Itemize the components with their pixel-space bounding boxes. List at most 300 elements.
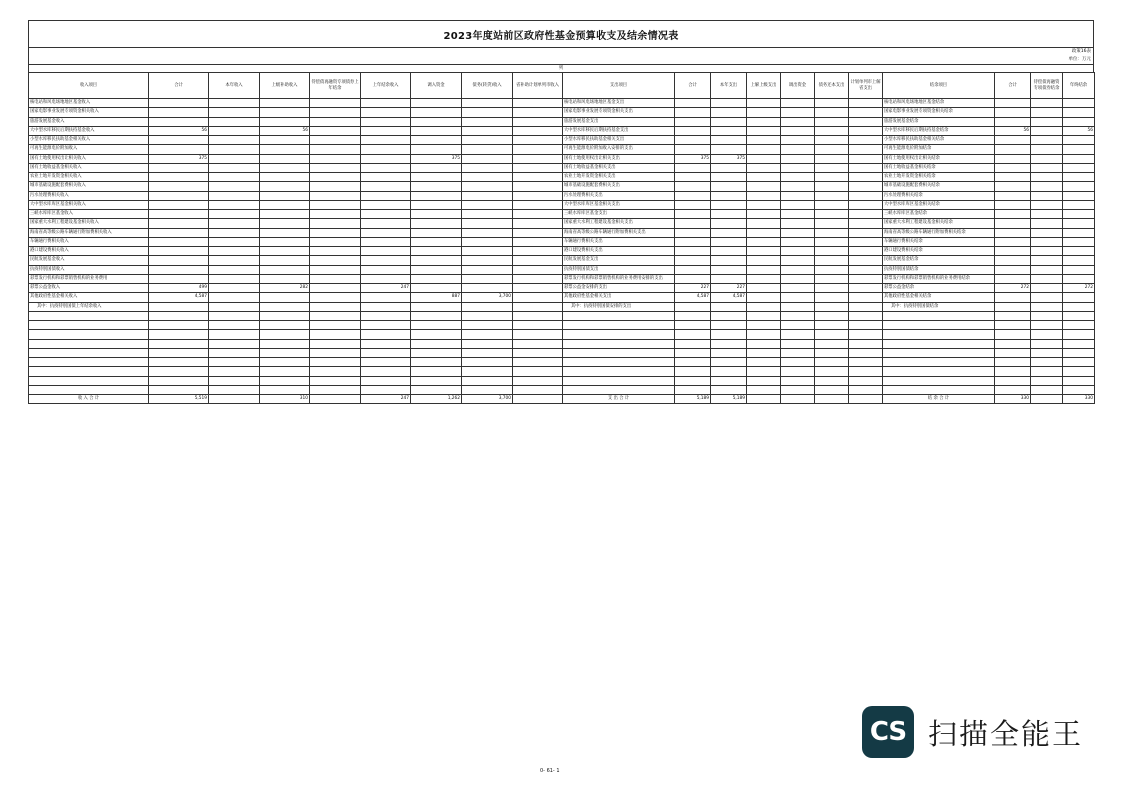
- value-cell: [747, 145, 781, 154]
- value-cell: [1063, 367, 1095, 376]
- value-cell: [711, 219, 747, 228]
- value-cell: [361, 348, 411, 357]
- value-cell: [747, 339, 781, 348]
- row-label-cell: 旅游发展基金结余: [883, 117, 995, 126]
- value-cell: [995, 293, 1031, 302]
- value-cell: [149, 210, 209, 219]
- value-cell: [260, 274, 310, 283]
- value-cell: [1063, 182, 1095, 191]
- value-cell: [747, 274, 781, 283]
- value-cell: [149, 173, 209, 182]
- value-cell: [260, 311, 310, 320]
- value-cell: [675, 247, 711, 256]
- value-cell: [149, 265, 209, 274]
- value-cell: [711, 265, 747, 274]
- value-cell: [849, 210, 883, 219]
- value-cell: [411, 302, 462, 311]
- table-row: [29, 330, 1095, 339]
- value-cell: [747, 376, 781, 385]
- total-label-cell: 收 入 合 计: [29, 395, 149, 404]
- value-cell: [209, 321, 260, 330]
- table-row: [29, 191, 1095, 200]
- row-label-cell: 核电站和风电场地地区基金收入: [29, 99, 149, 108]
- value-cell: [781, 191, 815, 200]
- value-cell: [747, 108, 781, 117]
- value-cell: [747, 173, 781, 182]
- value-cell: [675, 321, 711, 330]
- value-cell: [411, 145, 462, 154]
- value-cell: [849, 108, 883, 117]
- value-cell: [310, 293, 361, 302]
- row-label-cell: 旅游发展基金支出: [563, 117, 675, 126]
- column-header: 上级补助收入: [260, 73, 310, 99]
- value-cell: [711, 367, 747, 376]
- value-cell: [361, 274, 411, 283]
- row-label-cell: [883, 311, 995, 320]
- value-cell: [149, 358, 209, 367]
- value-cell: [462, 136, 513, 145]
- row-label-cell: 三峡水库库区基金支出: [563, 210, 675, 219]
- value-cell: [1031, 265, 1063, 274]
- value-cell: [411, 99, 462, 108]
- value-cell: [995, 385, 1031, 394]
- value-cell: [260, 228, 310, 237]
- total-value-cell: [1031, 395, 1063, 404]
- column-header: 合计: [995, 73, 1031, 99]
- value-cell: [675, 367, 711, 376]
- value-cell: [849, 339, 883, 348]
- table-number: 政策16表: [28, 47, 1094, 56]
- value-cell: [675, 376, 711, 385]
- value-cell: [411, 126, 462, 135]
- value-cell: [361, 367, 411, 376]
- value-cell: [361, 311, 411, 320]
- value-cell: [849, 247, 883, 256]
- row-label-cell: 彩票发行机构和彩票销售机构的业务费用安排的支出: [563, 274, 675, 283]
- total-value-cell: 5,189: [711, 395, 747, 404]
- value-cell: [781, 219, 815, 228]
- value-cell: [995, 154, 1031, 163]
- page-number: 0- 61- 1: [540, 768, 560, 774]
- row-label-cell: 车辆通行费相关结余: [883, 237, 995, 246]
- value-cell: [513, 376, 563, 385]
- value-cell: [149, 228, 209, 237]
- value-cell: 375: [675, 154, 711, 163]
- value-cell: [513, 219, 563, 228]
- value-cell: [149, 311, 209, 320]
- total-value-cell: 247: [361, 395, 411, 404]
- value-cell: [781, 367, 815, 376]
- row-label-cell: [563, 348, 675, 357]
- value-cell: [462, 358, 513, 367]
- value-cell: [149, 99, 209, 108]
- value-cell: 56: [1063, 126, 1095, 135]
- value-cell: [849, 200, 883, 209]
- value-cell: [260, 108, 310, 117]
- value-cell: [513, 108, 563, 117]
- row-label-cell: 旅游发展基金收入: [29, 117, 149, 126]
- column-header: 待偿债再融资专项债券上年结余: [310, 73, 361, 99]
- table-body: [29, 99, 1095, 404]
- value-cell: [995, 247, 1031, 256]
- value-cell: [995, 163, 1031, 172]
- row-label-cell: [563, 376, 675, 385]
- value-cell: [361, 358, 411, 367]
- value-cell: [361, 108, 411, 117]
- table-row: [29, 293, 1095, 302]
- value-cell: [711, 191, 747, 200]
- value-cell: [675, 256, 711, 265]
- value-cell: [747, 228, 781, 237]
- value-cell: [462, 117, 513, 126]
- value-cell: [1031, 136, 1063, 145]
- value-cell: [361, 237, 411, 246]
- value-cell: [361, 321, 411, 330]
- row-label-cell: 污水处理费相关支出: [563, 191, 675, 200]
- value-cell: [149, 182, 209, 191]
- value-cell: [462, 385, 513, 394]
- total-value-cell: [513, 395, 563, 404]
- value-cell: [711, 256, 747, 265]
- row-label-cell: 大中型水库库区基金相关结余: [883, 200, 995, 209]
- value-cell: [711, 330, 747, 339]
- value-cell: [209, 302, 260, 311]
- value-cell: [462, 311, 513, 320]
- value-cell: [781, 348, 815, 357]
- column-header: 本年支出: [711, 73, 747, 99]
- row-label-cell: 三峡水库库区基金收入: [29, 210, 149, 219]
- value-cell: [310, 247, 361, 256]
- column-header: 省补助计划单列市收入: [513, 73, 563, 99]
- value-cell: [209, 163, 260, 172]
- value-cell: [411, 358, 462, 367]
- row-label-cell: 车辆通行费相关收入: [29, 237, 149, 246]
- value-cell: [209, 339, 260, 348]
- value-cell: [1063, 311, 1095, 320]
- value-cell: [462, 330, 513, 339]
- column-header: 支出项目: [563, 73, 675, 99]
- value-cell: [1063, 302, 1095, 311]
- value-cell: [1063, 136, 1095, 145]
- value-cell: [149, 321, 209, 330]
- totals-row: [29, 395, 1095, 404]
- value-cell: [1063, 117, 1095, 126]
- value-cell: [815, 163, 849, 172]
- value-cell: [513, 182, 563, 191]
- row-label-cell: 国有土地收益基金相关支出: [563, 163, 675, 172]
- value-cell: [513, 274, 563, 283]
- value-cell: [815, 339, 849, 348]
- value-cell: [149, 256, 209, 265]
- table-row: [29, 219, 1095, 228]
- value-cell: [462, 302, 513, 311]
- value-cell: [462, 99, 513, 108]
- total-value-cell: 330: [995, 395, 1031, 404]
- value-cell: [1031, 284, 1063, 293]
- row-label-cell: [883, 385, 995, 394]
- value-cell: [209, 126, 260, 135]
- value-cell: [815, 210, 849, 219]
- value-cell: [310, 136, 361, 145]
- value-cell: [781, 145, 815, 154]
- value-cell: [675, 145, 711, 154]
- table-row: [29, 99, 1095, 108]
- value-cell: [361, 330, 411, 339]
- row-label-cell: 海南省高等级公路车辆通行附加费相关结余: [883, 228, 995, 237]
- value-cell: [209, 293, 260, 302]
- value-cell: [462, 321, 513, 330]
- row-label-cell: 国有土地使用权出让相关收入: [29, 154, 149, 163]
- value-cell: [462, 191, 513, 200]
- value-cell: [149, 274, 209, 283]
- value-cell: [747, 117, 781, 126]
- row-label-cell: 国家重大水利工程建设基金相关结余: [883, 219, 995, 228]
- value-cell: [260, 163, 310, 172]
- value-cell: [310, 173, 361, 182]
- value-cell: 272: [995, 284, 1031, 293]
- value-cell: [209, 367, 260, 376]
- value-cell: [815, 237, 849, 246]
- value-cell: [815, 274, 849, 283]
- row-label-cell: [29, 376, 149, 385]
- value-cell: [310, 358, 361, 367]
- row-label-cell: 农业土地开发资金相关收入: [29, 173, 149, 182]
- total-value-cell: 5,189: [675, 395, 711, 404]
- value-cell: [513, 339, 563, 348]
- value-cell: [260, 376, 310, 385]
- value-cell: [815, 173, 849, 182]
- value-cell: [310, 99, 361, 108]
- value-cell: [260, 302, 310, 311]
- value-cell: [209, 136, 260, 145]
- value-cell: [995, 256, 1031, 265]
- value-cell: [781, 99, 815, 108]
- value-cell: [462, 108, 513, 117]
- value-cell: [209, 274, 260, 283]
- value-cell: [462, 348, 513, 357]
- value-cell: [513, 256, 563, 265]
- value-cell: [310, 191, 361, 200]
- value-cell: [361, 385, 411, 394]
- value-cell: [411, 136, 462, 145]
- value-cell: [747, 163, 781, 172]
- value-cell: [849, 265, 883, 274]
- row-label-cell: 彩票公益金结余: [883, 284, 995, 293]
- row-label-cell: 大中型水库移民后期扶持基金收入: [29, 126, 149, 135]
- value-cell: [781, 358, 815, 367]
- value-cell: [310, 126, 361, 135]
- value-cell: [781, 237, 815, 246]
- row-label-cell: 彩票发行机构和彩票销售机构的业务费用结余: [883, 274, 995, 283]
- table-row: [29, 321, 1095, 330]
- value-cell: [815, 191, 849, 200]
- row-label-cell: 农业土地开发资金相关结余: [883, 173, 995, 182]
- value-cell: [209, 348, 260, 357]
- value-cell: [781, 117, 815, 126]
- row-label-cell: 港口建设费相关支出: [563, 247, 675, 256]
- value-cell: 4,587: [711, 293, 747, 302]
- value-cell: [849, 136, 883, 145]
- row-label-cell: 小型水库移民扶助基金相关结余: [883, 136, 995, 145]
- value-cell: [815, 247, 849, 256]
- value-cell: [675, 265, 711, 274]
- value-cell: [1031, 108, 1063, 117]
- value-cell: [781, 284, 815, 293]
- row-label-cell: [29, 330, 149, 339]
- value-cell: [1063, 274, 1095, 283]
- value-cell: [995, 367, 1031, 376]
- value-cell: [995, 330, 1031, 339]
- row-label-cell: 民航发展基金结余: [883, 256, 995, 265]
- value-cell: 247: [361, 284, 411, 293]
- value-cell: [361, 200, 411, 209]
- value-cell: [411, 108, 462, 117]
- value-cell: [411, 348, 462, 357]
- value-cell: 887: [411, 293, 462, 302]
- value-cell: [711, 210, 747, 219]
- value-cell: [747, 99, 781, 108]
- value-cell: [747, 210, 781, 219]
- total-value-cell: [747, 395, 781, 404]
- row-label-cell: 可再生能源电价附加收入安排的支出: [563, 145, 675, 154]
- value-cell: [1063, 385, 1095, 394]
- value-cell: [675, 99, 711, 108]
- value-cell: [815, 302, 849, 311]
- value-cell: [1063, 348, 1095, 357]
- value-cell: [849, 182, 883, 191]
- value-cell: [995, 210, 1031, 219]
- value-cell: [361, 126, 411, 135]
- value-cell: [411, 284, 462, 293]
- row-label-cell: 彩票公益金安排的支出: [563, 284, 675, 293]
- value-cell: [310, 311, 361, 320]
- value-cell: [675, 191, 711, 200]
- value-cell: [513, 99, 563, 108]
- row-label-cell: 国家重大水利工程建设基金相关支出: [563, 219, 675, 228]
- value-cell: [462, 237, 513, 246]
- value-cell: [1031, 237, 1063, 246]
- value-cell: [513, 237, 563, 246]
- value-cell: [260, 339, 310, 348]
- value-cell: [361, 99, 411, 108]
- value-cell: [995, 228, 1031, 237]
- value-cell: [781, 311, 815, 320]
- row-label-cell: 国有土地使用权出让相关支出: [563, 154, 675, 163]
- row-label-cell: 国家电影事业发展专项资金相关结余: [883, 108, 995, 117]
- value-cell: [849, 311, 883, 320]
- value-cell: [310, 385, 361, 394]
- row-label-cell: 可再生能源电价附加结余: [883, 145, 995, 154]
- value-cell: [747, 284, 781, 293]
- camscanner-logo-icon: CS: [862, 706, 914, 758]
- value-cell: [747, 265, 781, 274]
- value-cell: [310, 182, 361, 191]
- value-cell: [995, 321, 1031, 330]
- value-cell: [513, 191, 563, 200]
- value-cell: [781, 247, 815, 256]
- value-cell: [781, 302, 815, 311]
- value-cell: [411, 321, 462, 330]
- row-label-cell: 核电站和风电场地地区基金结余: [883, 99, 995, 108]
- row-label-cell: [563, 321, 675, 330]
- value-cell: [513, 348, 563, 357]
- value-cell: [411, 376, 462, 385]
- value-cell: [747, 293, 781, 302]
- value-cell: [361, 228, 411, 237]
- value-cell: [260, 145, 310, 154]
- value-cell: [361, 265, 411, 274]
- value-cell: [815, 117, 849, 126]
- row-label-cell: [29, 358, 149, 367]
- value-cell: [675, 108, 711, 117]
- value-cell: [411, 117, 462, 126]
- row-label-cell: 小型水库移民扶助基金相关收入: [29, 136, 149, 145]
- value-cell: [995, 237, 1031, 246]
- value-cell: [361, 219, 411, 228]
- value-cell: [1063, 330, 1095, 339]
- value-cell: [149, 117, 209, 126]
- row-label-cell: [883, 348, 995, 357]
- value-cell: [1063, 247, 1095, 256]
- value-cell: [462, 247, 513, 256]
- value-cell: [260, 293, 310, 302]
- value-cell: [513, 163, 563, 172]
- value-cell: [995, 376, 1031, 385]
- value-cell: [209, 154, 260, 163]
- table-row: [29, 284, 1095, 293]
- row-label-cell: 农业土地开发资金相关支出: [563, 173, 675, 182]
- column-header: 合计: [149, 73, 209, 99]
- value-cell: [462, 210, 513, 219]
- value-cell: [815, 348, 849, 357]
- value-cell: [462, 284, 513, 293]
- value-cell: [675, 358, 711, 367]
- value-cell: [781, 108, 815, 117]
- value-cell: [849, 99, 883, 108]
- total-value-cell: 5,519: [149, 395, 209, 404]
- value-cell: [747, 247, 781, 256]
- value-cell: [411, 219, 462, 228]
- value-cell: [513, 173, 563, 182]
- value-cell: [675, 126, 711, 135]
- value-cell: [462, 367, 513, 376]
- value-cell: 375: [149, 154, 209, 163]
- value-cell: [849, 256, 883, 265]
- value-cell: [849, 376, 883, 385]
- value-cell: [260, 330, 310, 339]
- value-cell: [513, 136, 563, 145]
- value-cell: [149, 339, 209, 348]
- value-cell: [995, 99, 1031, 108]
- value-cell: 272: [1063, 284, 1095, 293]
- table-row: [29, 358, 1095, 367]
- row-label-cell: 国家电影事业发展专项资金相关收入: [29, 108, 149, 117]
- table-row: [29, 117, 1095, 126]
- value-cell: [1031, 385, 1063, 394]
- value-cell: [513, 154, 563, 163]
- value-cell: [411, 367, 462, 376]
- row-label-cell: 三峡水库库区基金结余: [883, 210, 995, 219]
- value-cell: [149, 348, 209, 357]
- value-cell: [995, 145, 1031, 154]
- row-label-cell: [29, 321, 149, 330]
- value-cell: [995, 117, 1031, 126]
- value-cell: [260, 219, 310, 228]
- value-cell: [849, 330, 883, 339]
- row-label-cell: 其中：抗疫特别国债安排的支出: [563, 302, 675, 311]
- row-label-cell: 国家重大水利工程建设基金相关收入: [29, 219, 149, 228]
- value-cell: [462, 376, 513, 385]
